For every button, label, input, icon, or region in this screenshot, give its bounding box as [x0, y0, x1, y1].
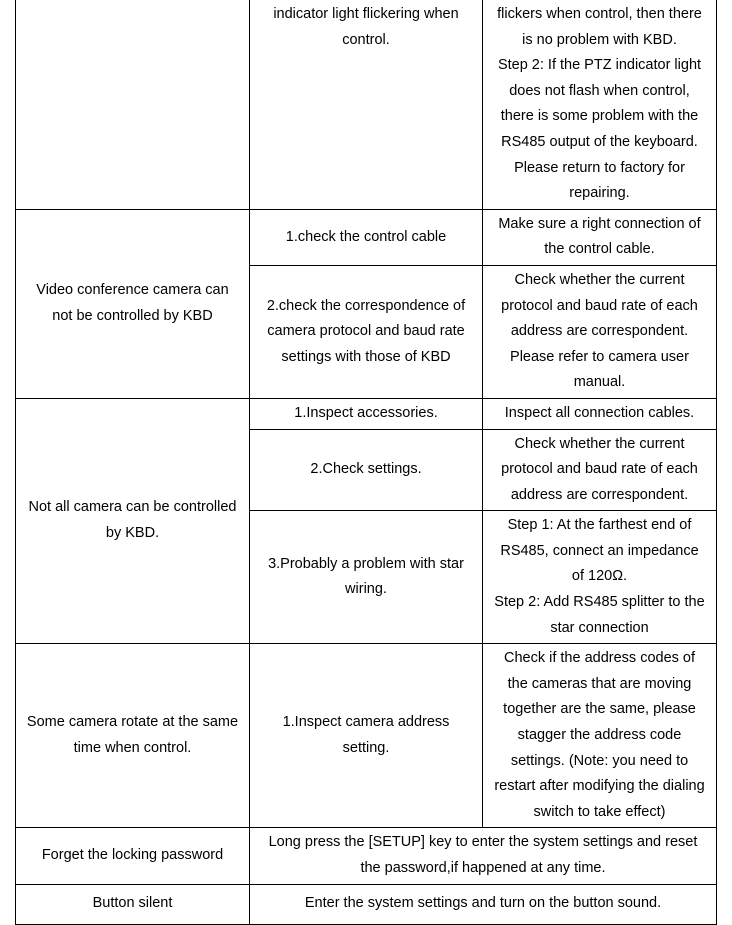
- solution-cell: flickers when control, then there is no problem with KBD. Step 2: If the PTZ indicator light does not flash when control, there is some problem with the RS485 output of the keyboard. Please return to factory for repairing.: [483, 0, 717, 209]
- problem-cell: Not all camera can be controlled by KBD.: [16, 398, 250, 643]
- solution-cell: Enter the system settings and turn on the button sound.: [250, 884, 717, 925]
- table-row: [16, 884, 717, 925]
- check-cell: 3.Probably a problem with star wiring.: [250, 511, 483, 644]
- table-row: [16, 209, 717, 265]
- problem-cell: Video conference camera can not be controlled by KBD: [16, 209, 250, 398]
- check-cell: 1.check the control cable: [250, 209, 483, 265]
- table-row: [16, 828, 717, 884]
- solution-cell: Check whether the current protocol and baud rate of each address are correspondent. Please refer to camera user manual.: [483, 265, 717, 398]
- troubleshooting-table: [15, 0, 717, 925]
- problem-cell: Forget the locking password: [16, 828, 250, 884]
- check-cell: 2.Check settings.: [250, 429, 483, 511]
- table-row: [16, 0, 717, 209]
- problem-cell: Button silent: [16, 884, 250, 925]
- solution-cell: Check if the address codes of the cameras that are moving together are the same, please stagger the address code settings. (Note: you need to restart after modifying the dialing switch to take effect): [483, 644, 717, 828]
- table-row: [16, 644, 717, 828]
- solution-cell: Make sure a right connection of the control cable.: [483, 209, 717, 265]
- problem-cell: Some camera rotate at the same time when control.: [16, 644, 250, 828]
- check-cell: 1.Inspect camera address setting.: [250, 644, 483, 828]
- check-cell: 1.Inspect accessories.: [250, 398, 483, 429]
- solution-cell: Check whether the current protocol and baud rate of each address are correspondent.: [483, 429, 717, 511]
- solution-cell: Inspect all connection cables.: [483, 398, 717, 429]
- check-cell: indicator light flickering when control.: [250, 0, 483, 209]
- table-row: [16, 398, 717, 429]
- problem-cell: [16, 0, 250, 209]
- solution-cell: Long press the [SETUP] key to enter the system settings and reset the password,if happened at any time.: [250, 828, 717, 884]
- solution-cell: Step 1: At the farthest end of RS485, connect an impedance of 120Ω. Step 2: Add RS485 splitter to the star connection: [483, 511, 717, 644]
- check-cell: 2.check the correspondence of camera protocol and baud rate settings with those of KBD: [250, 265, 483, 398]
